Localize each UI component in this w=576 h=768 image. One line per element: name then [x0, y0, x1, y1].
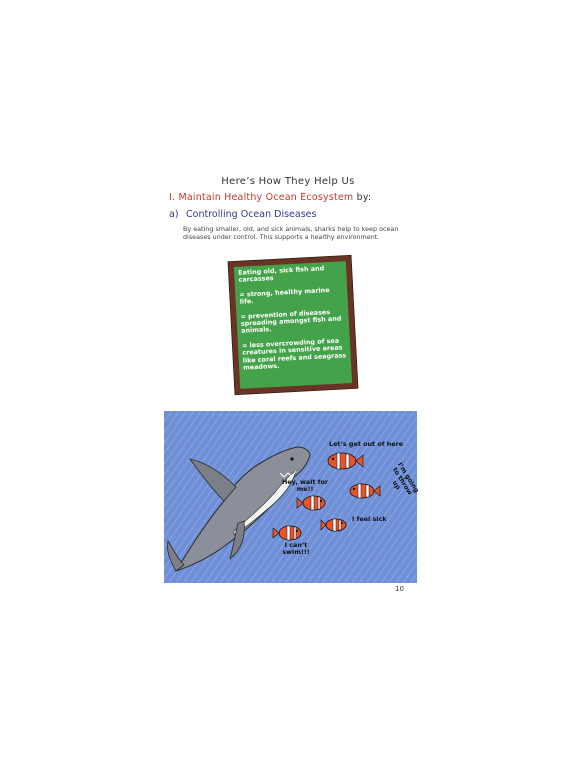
subsection-heading: [169, 209, 316, 220]
speech-sick: I feel sick: [352, 515, 387, 523]
section-heading: [169, 192, 371, 203]
speech-cant-swim: I can’t swim!!!: [282, 541, 310, 556]
section-suffix: by:: [353, 192, 372, 203]
speech-lets-get-out: Let’s get out of here: [329, 440, 404, 448]
speech-throw-up: I’m going to throw up: [390, 460, 421, 497]
page-number: 10: [395, 585, 404, 593]
chalkboard-line-1: Eating old, sick fish and carcasses: [237, 264, 325, 285]
section-number: I.: [169, 192, 179, 203]
chalkboard-line-2: = strong, healthy marine life.: [239, 285, 330, 306]
chalkboard-line-3: = prevention of diseases spreading amongst fish and animals.: [240, 307, 342, 336]
ocean-illustration: [164, 411, 421, 583]
speech-wait: Hey, wait for me!!: [282, 478, 329, 493]
chalkboard-line-4: = less overcrowding of sea creatures in sensitive areas like coral reefs and seagrass meadows.: [241, 336, 347, 372]
section-highlight: Maintain Healthy Ocean Ecosystem: [178, 192, 354, 203]
ocean-scene: [164, 411, 417, 583]
page-title: Here’s How They Help Us: [221, 176, 355, 187]
body-paragraph: By eating smaller, old, and sick animals, sharks help to keep ocean diseases under control. This supports a healthy environment.: [183, 225, 399, 241]
subsection-label: Controlling Ocean Diseases: [186, 209, 317, 220]
chalkboard: [229, 256, 358, 394]
subsection-marker: a): [169, 209, 179, 220]
